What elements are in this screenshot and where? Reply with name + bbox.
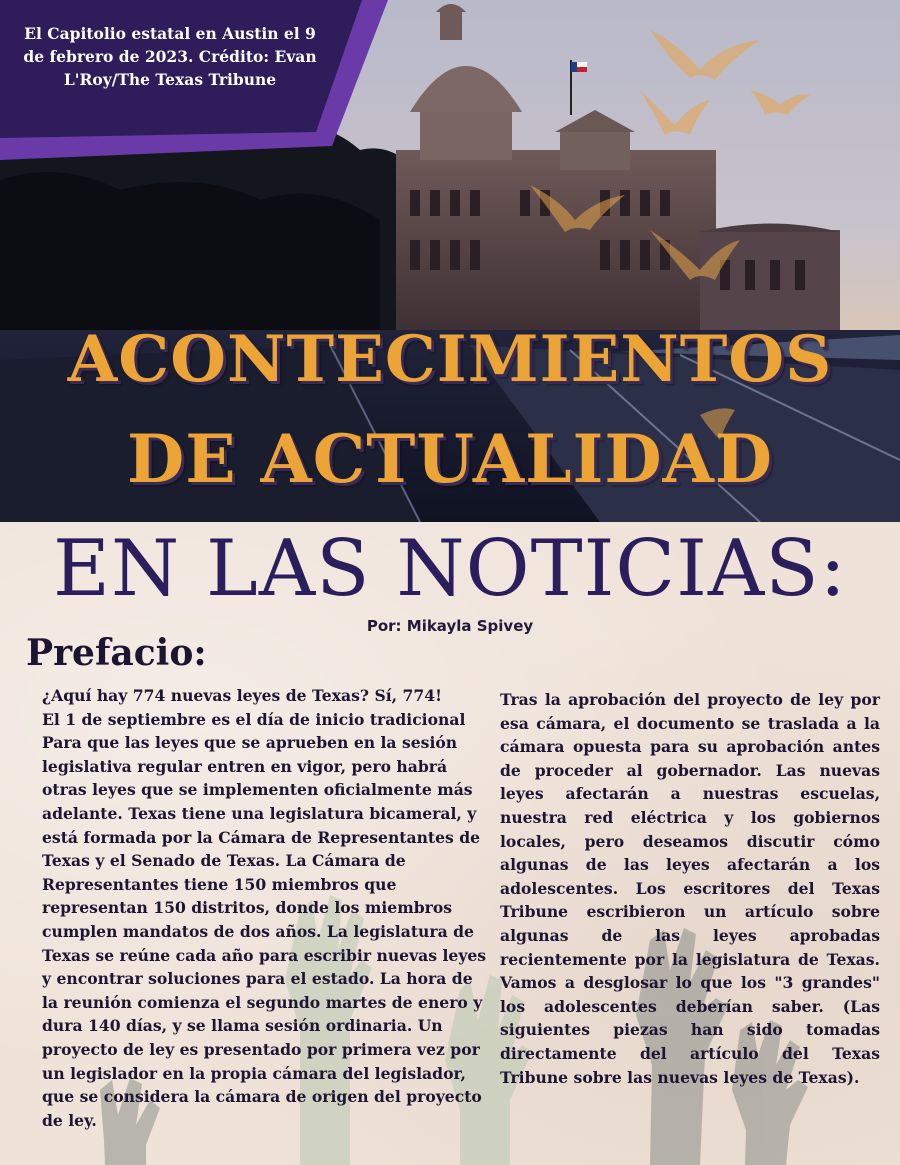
hero-photo — [0, 0, 900, 522]
article-left-body: El 1 de septiembre es el día de inicio tradicional Para que las leyes que se aprueben en la sesión legislativa regular entren en vigor, pero habrá otras leyes que se implementen oficialmente más adelante. Texas tiene una legislatura bicameral, y está formada por la Cámara de Representantes de Texas y el Senado de Texas. La Cámara de Representantes tiene 150 miembros que representan 150 distritos, donde los miembros cumplen mandatos de dos años. La legislatura de Texas se reúne cada año para escribir nuevas leyes y encontrar soluciones para el estado. La hora de la reunión comienza el segundo martes de enero y dura 140 días, y se llama sesión ordinaria. Un proyecto de ley es presentado por primera vez por un legislador en la propia cámara del legislador, que se considera la cámara de origen del proyecto de ley. — [42, 709, 487, 1130]
headline-line-2: DE ACTUALIDAD — [126, 420, 774, 498]
article-right-body: Tras la aprobación del proyecto de ley por esa cámara, el documento se traslada a la cámara opuesta para su aprobación antes de proceder al gobernador. Las nuevas leyes afectarán a nuestras escuelas, nuestra red eléctrica y los gobiernos locales, pero deseamos discutir cómo algunas de las leyes afectarán a los adolescentes. Los escritores del Texas Tribune escribieron un artículo sobre algunas de las leyes aprobadas recientemente por la legislatura de Texas. Vamos a desglosar lo que los "3 grandes" los adolescentes deberían saber. (Las siguientes piezas han sido tomadas directamente del artículo del Texas Tribune sobre las nuevas leyes de Texas). — [500, 690, 880, 1087]
article-left-column — [42, 684, 492, 1132]
author-byline: Por: Mikayla Spivey — [366, 617, 534, 635]
preface-heading: Prefacio: — [26, 632, 207, 674]
article-intro-line: ¿Aquí hay 774 nuevas leyes de Texas? Sí, 774! — [42, 686, 442, 705]
photo-caption: El Capitolio estatal en Austin el 9 de febrero de 2023. Crédito: Evan L'Roy/The Texas Tribune — [23, 24, 317, 89]
headline-line-1: ACONTECIMIENTOS — [67, 322, 833, 397]
section-subhead: EN LAS NOTICIAS: — [53, 524, 847, 614]
article-right-column — [500, 688, 880, 1089]
